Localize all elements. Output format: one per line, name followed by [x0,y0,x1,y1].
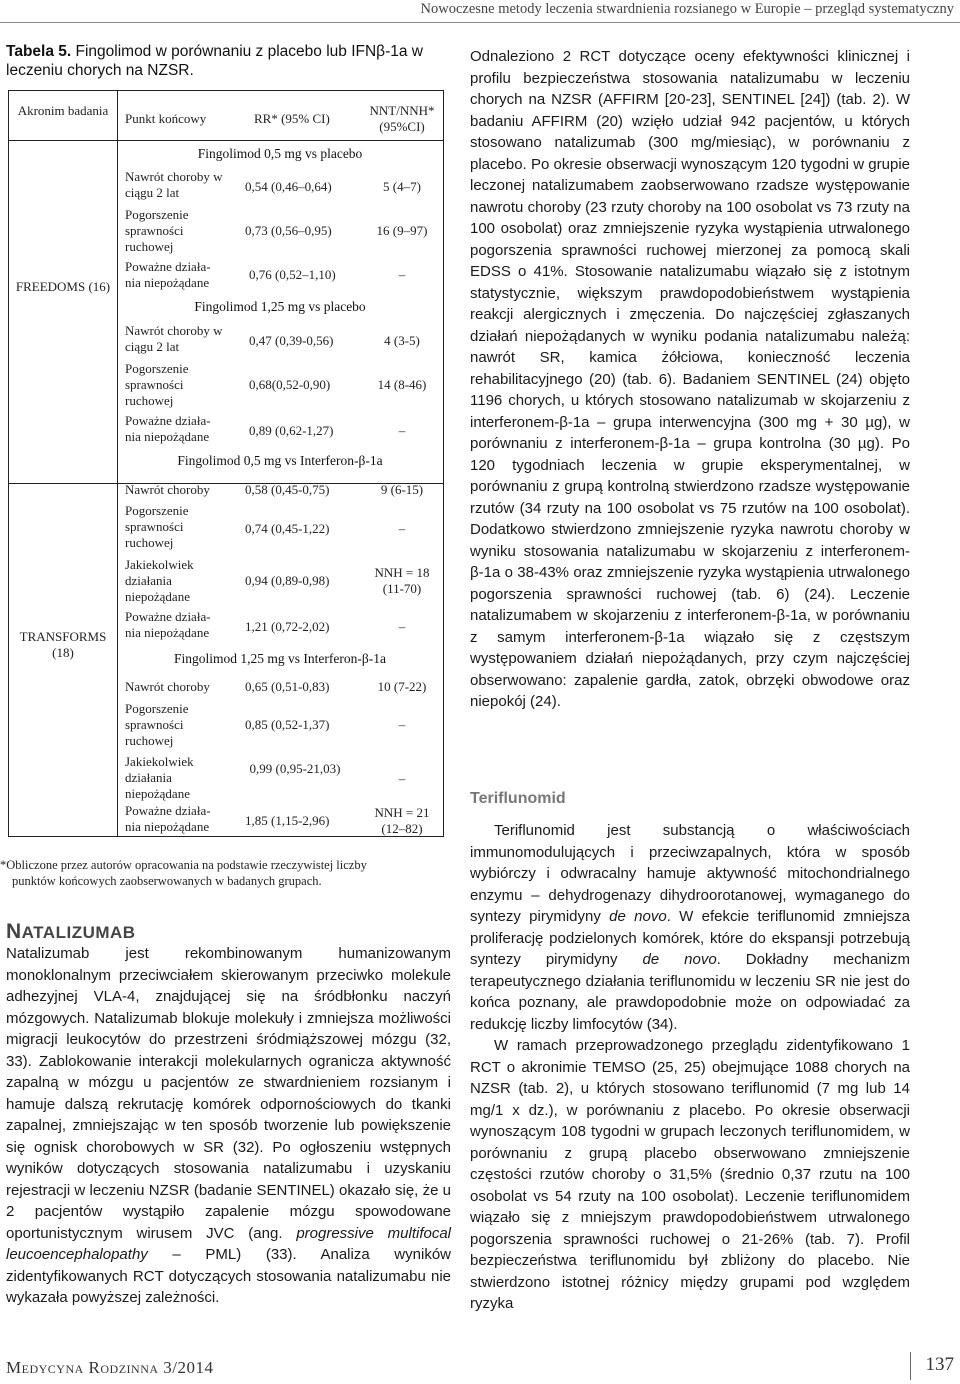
endpoint-cell: Jakiekolwiek działania niepożądane [125,754,194,801]
text-run: . W efekcie teriflunomid zmniejsza proliferację podzielonych komórek, które do ekspansji potrzebują syntezy pirymidyny [470,908,910,968]
section-heading-natalizumab [6,920,136,944]
group-heading: Fingolimod 1,25 mg vs Interferon-β-1a [174,651,386,666]
footnote-line: *Obliczone przez autorów opracowania na podstawie rzeczywistej liczby [0,858,367,872]
nnt-cell: – [398,267,406,282]
running-header [0,0,960,23]
table-caption-label: Tabela 5. [6,43,72,60]
text-run-italic: progressive multifocal leucoencephalopathy [6,1224,452,1263]
endpoint-cell: Poważne działa-nia niepożądane [125,803,211,834]
rr-cell: 0,65 (0,51-0,83) [245,679,330,694]
rr-cell: 0,68(0,52-0,90) [249,377,331,392]
nnt-cell: – [398,423,406,438]
endpoint-cell: Poważne działa-nia niepożądane [125,413,211,444]
endpoint-cell: Poważne działa-nia niepożądane [125,609,211,640]
header-endpoint: Punkt końcowy [125,111,207,126]
heading-rest: ATALIZUMAB [21,923,136,942]
text-run: Natalizumab jest rekombinowanym humanizowanym monoklonalnym przeciwciałem skierowanym przeciwko molekule adhezyjnej VLA-4, znajdującej się na śródbłonku naczyń mózgowych. Natalizumab blokuje molekuły i zmniejsza możliwości migracji leukocytów do przestrzeni śródmiąższowej mózgu (32, 33). Zablokowanie interakcji molekularnych ogranicza aktywność zapalną w mózgu u pacjentów ze stwardnieniem rozsianym i hamuje dalszą rekrutację komórek odpornościowych do tkanki zapalnej, zmniejszając w ten sposób tworzenie lub powiększenie się ognisk chorobowych w SR (32). Po ogłoszeniu wstępnych wyników dotyczących stosowania natalizumabu i uzyskaniu rejestracji w leczeniu NZSR (badanie SENTINEL) okazało się, że u 2 pacjentów wystąpiło zapalenie mózgu spowodowane oportunistycznym wirusem JVC (ang. [6,945,451,1242]
rr-cell: 0,94 (0,89-0,98) [245,573,330,588]
study-transforms: TRANSFORMS (18) [19,629,107,660]
footer-divider [910,1352,911,1380]
endpoint-cell: Pogorszenie sprawności ruchowej [125,361,189,408]
group-heading: Fingolimod 0,5 mg vs Interferon-β-1a [177,453,383,468]
endpoint-cell: Jakiekolwiek działania niepożądane [125,557,194,604]
nnt-cell: 5 (4–7) [383,179,421,194]
footnote-line: punktów końcowych zaobserwowanych w badanych grupach. [12,874,322,888]
rr-cell: 0,54 (0,46–0,64) [245,179,332,194]
rr-cell: 0,74 (0,45-1,22) [245,521,330,536]
paragraph: W ramach przeprowadzonego przeglądu zidentyfikowano 1 RCT o akronimie TEMSO (25, 25) obejmujące 1088 chorych na NZSR (tab. 2), u których stosowano teriflunomid (7 mg lub 14 mg/1 x dz.), w porównaniu z placebo. Po okresie obserwacji wynoszącym 108 tygodni w grupach leczonych teriflunomidem, w porównaniu z grupą placebo obserwowano zmniejszenie częstości rzutów choroby o 31,5% (średnio 0,37 rzutu na 100 osobolat vs 54 rzuty na 100 osobolat). Leczenie teriflunomidem wiązało się z mniejszym prawdopodobieństwem utrwalonego pogorszenia sprawności ruchowej o 21-26% (tab. 7). Profil bezpieczeństwa teriflunomidu był zbliżony do placebo. Nie stwierdzono istotnej różnicy między grupami pod względem ryzyka [470,1037,910,1312]
teriflunomid-section [470,820,910,1315]
nnt-cell: – [398,619,406,634]
nnt-cell: 4 (3-5) [384,333,420,348]
affirm-sentinel-paragraph [470,46,910,713]
text-run: Teriflunomid jest substancją o właściwościach immunomodulujących i przeciwzapalnych, która w sposób wybiórczy i odwracalny hamuje aktywność mitochondrialnego enzymu – dehydrogenazy dihydroorotanowej, wymaganego do syntezy pirymidyny [470,822,910,925]
heading-initial: N [6,920,22,943]
text-run: – PML) (33). Analiza wyników zidentyfikowanych RCT dotyczących stosowania natalizumabu nie wykazała powyższej zależności. [6,1246,451,1306]
endpoint-cell: Poważne działa-nia niepożądane [125,259,211,290]
rr-cell: 1,85 (1,15-2,96) [245,813,330,828]
group-heading: Fingolimod 1,25 mg vs placebo [194,299,366,314]
nnt-cell: 10 (7-22) [377,679,427,694]
text-run-italic: de novo [609,908,667,925]
text-run: . Dokładny mechanizm terapeutycznego działania teriflunomidu w leczeniu SR nie jest do końca poznany, ale prawdopodobnie może on odpowiadać za redukcję liczby limfocytów (34). [470,951,911,1033]
nnt-cell: 16 (9–97) [376,223,428,238]
running-title: Nowoczesne metody leczenia stwardnienia rozsianego w Europie – przegląd systematyczny [420,1,954,17]
journal-name: Medycyna Rodzinna 3/2014 [6,1358,214,1377]
nnt-cell: 9 (6-15) [380,482,424,497]
page-number: 137 [925,1354,954,1375]
nnt-cell: 14 (8-46) [377,377,427,392]
header-rr: RR* (95% CI) [254,111,330,126]
endpoint-cell: Nawrót choroby w ciągu 2 lat [125,169,223,200]
endpoint-cell: Nawrót choroby w ciągu 2 lat [125,323,223,354]
header-acronym: Akronim badania [17,103,109,118]
endpoint-cell: Nawrót choroby [125,679,210,694]
table-caption [6,42,454,80]
rr-cell: 1,21 (0,72-2,02) [245,619,330,634]
rr-cell: 0,73 (0,56–0,95) [245,223,332,238]
natalizumab-paragraph [6,943,451,1309]
text-run-italic: de novo [642,951,717,968]
nnt-cell: NNH = 18 (11-70) [374,565,430,596]
endpoint-cell: Pogorszenie sprawności ruchowej [125,207,189,254]
endpoint-cell: Pogorszenie sprawności ruchowej [125,701,189,748]
endpoint-cell: Pogorszenie sprawności ruchowej [125,503,189,550]
header-nnt: NNT/NNH* (95%CI) [369,103,435,134]
endpoint-cell: Nawrót choroby [125,482,210,497]
rr-cell: 0,58 (0,45-0,75) [245,482,330,497]
rr-cell: 0,85 (0,52-1,37) [245,717,330,732]
nnt-cell: – [398,521,406,536]
rr-cell: 0,99 (0,95-21,03) [249,761,341,776]
nnt-cell: – [398,771,406,786]
rr-cell: 0,89 (0,62-1,27) [249,423,334,438]
section-heading-teriflunomid: Teriflunomid [470,790,566,807]
nnt-cell: – [398,717,406,732]
paragraph: Odnaleziono 2 RCT dotyczące oceny efektywności klinicznej i profilu bezpieczeństwa stosowania natalizumabu w leczeniu chorych na NZSR (AFFIRM [20-23], SENTINEL [24]) (tab. 2). W badaniu AFFIRM (20) wzięło udział 942 pacjentów, u których stosowano natalizumab (300 mg/miesiąc), w porównaniu z placebo. Po okresie obserwacji wynoszącym 120 tygodni w grupie leczonej natalizumabem zaobserwowano rzadsze występowanie nawrotu choroby (23 rzuty choroby na 100 osobolat vs 73 rzuty na 100 osobolat) oraz zmniejszenie ryzyka wystąpienia utrwalonego pogorszenia sprawności ruchowej mierzonej za pomocą skali EDSS o 41%. Stosowanie natalizumabu wiązało się z istotnym statystycznie, większym prawdopodobieństwem wystąpienia reakcji alergicznych i zmęczenia. Do najczęściej zgłaszanych działań niepożądanych w wyniku podania natalizumabu należą: nawrót SR, kamica żółciowa, konieczność leczenia rehabilitacyjnego (20) (tab. 6). Badaniem SENTINEL (24) objęto 1196 chorych, u których stosowano natalizumab w skojarzeniu z interferonem-β-1a – grupa interwencyjna (300 mg + 30 µg), w porównaniu z interferonem-β-1a – grupa kontrolna (30 µg). Po 120 tygodniach leczenia w grupie eksperymentalnej, w porównaniu z grupą kontrolną stwierdzono rzadsze występowanie rzutów (34 rzuty na 100 osobolat vs 75 rzutów na 100 osobolat). Dodatkowo stwierdzono zmniejszenie ryzyka nawrotu choroby w wyniku stosowania natalizumabu w skojarzeniu z interferonem-β-1a o 38-43% oraz zmniejszenie ryzyka wystąpienia utrwalonego pogorszenia sprawności ruchowej (tab. 6) (24). Leczenie natalizumabem w skojarzeniu z interferonem-β-1a, w porównaniu z samym interferonem-β-1a wiązało się z częstszym występowaniem działań niepożądanych, przy czym najczęściej obserwowano: zapalenie gardła, zatok, obrzęki obwodowe oraz niepokój (24). [470,48,910,710]
paragraph [470,820,910,1035]
rr-cell: 0,47 (0,39-0,56) [249,333,334,348]
rr-cell: 0,76 (0,52–1,10) [249,267,336,282]
study-freedoms: FREEDOMS (16) [15,279,111,294]
table-caption-text: Fingolimod w porównaniu z placebo lub IFNβ-1a w leczeniu chorych na NZSR. [6,43,423,79]
results-table [8,90,444,837]
nnt-cell: NNH = 21 (12–82) [374,805,430,836]
group-heading: Fingolimod 0,5 mg vs placebo [197,146,363,161]
header-divider [9,140,443,141]
table-footnote [0,857,450,889]
